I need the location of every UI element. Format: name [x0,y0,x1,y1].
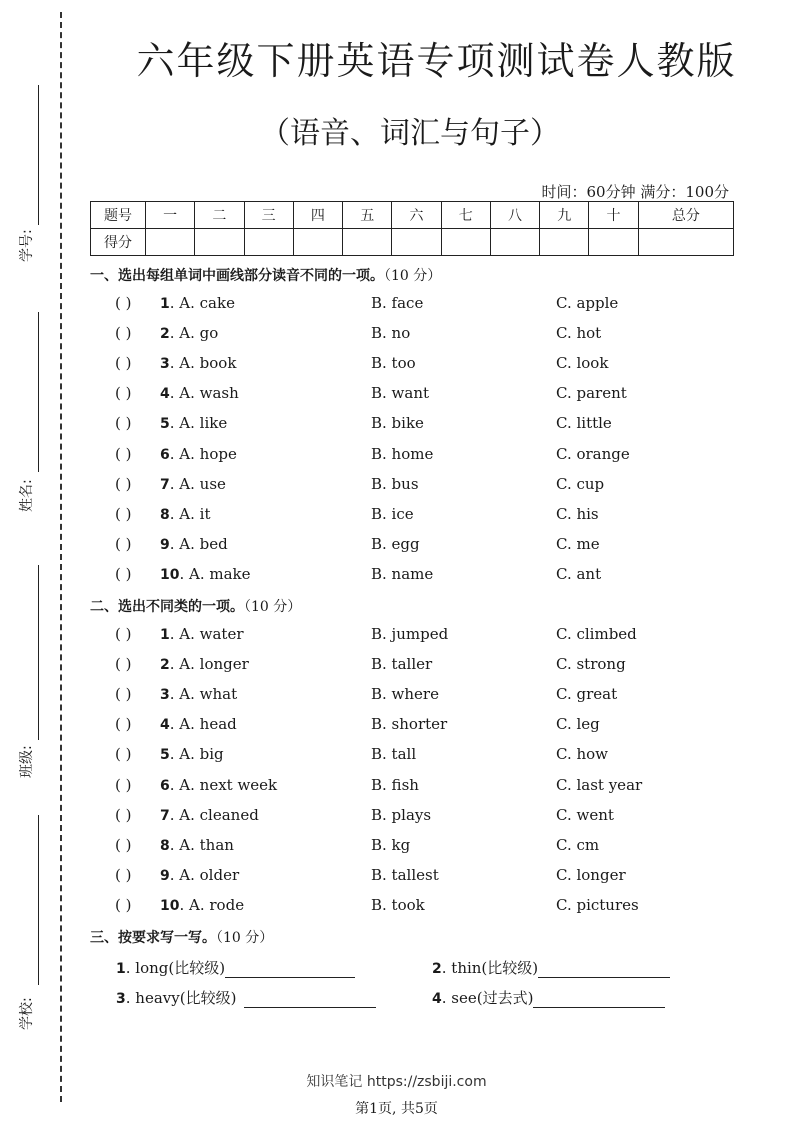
option-c: C. cup [556,474,605,493]
student-id-line[interactable] [38,85,39,225]
option-b: B. tallest [371,865,439,884]
option-c: C. last year [556,775,643,794]
option-a [160,384,239,402]
question-row [0,565,793,589]
option-a-text: . A. wash [169,384,239,403]
question-number: 2 [160,657,170,674]
section-3-heading [90,927,273,947]
option-c: C. pictures [556,895,639,914]
score-table-header-cell: 九 [540,202,589,229]
option-c: C. little [556,414,612,433]
footer-watermark: 知识笔记 https://zsbiji.com [306,1074,487,1090]
question-number: 6 [160,777,170,794]
option-b: B. shorter [371,715,448,734]
question-number: 2 [160,326,170,343]
score-table-header-row [91,202,734,229]
score-cell[interactable] [540,229,589,256]
question-number: 1 [160,296,170,312]
score-cell[interactable] [638,229,733,256]
answer-paren[interactable]: ( ) [115,835,132,854]
option-c: C. look [556,354,609,373]
fill-item-text: . thin(比较级) [441,959,539,977]
option-a-text: . A. cleaned [169,805,259,824]
option-a [160,715,237,733]
question-row [0,384,793,408]
question-number: 4 [160,386,170,403]
page-subtitle: （语音、词汇与句子） [260,116,560,151]
section-1-title: 一、选出每组单词中画线部分读音不同的一项。 [90,268,384,284]
class-label: 班级: [19,745,35,778]
option-a-text: . A. it [169,504,211,523]
question-row [0,625,793,649]
answer-paren[interactable]: ( ) [115,745,132,764]
question-row [0,866,793,890]
option-a [160,475,226,493]
question-number: 6 [160,446,170,463]
score-row-label: 得分 [91,229,146,256]
question-row [0,535,793,559]
option-a-text: . A. use [169,474,226,493]
option-b: B. egg [371,534,420,553]
section-2-title: 二、选出不同类的一项。 [90,599,244,615]
score-cell[interactable] [244,229,293,256]
option-a [160,836,234,854]
class-line[interactable] [38,565,39,740]
answer-paren[interactable]: ( ) [115,775,132,794]
option-a [160,745,224,763]
answer-paren[interactable]: ( ) [115,384,132,403]
option-a-text: . A. older [169,865,240,884]
option-b: B. taller [371,655,433,674]
binding-margin [0,0,70,1122]
section-3-points: （10 分） [216,930,274,946]
fill-item-number: 4 [432,991,442,1007]
option-a [160,655,249,673]
option-c: C. longer [556,865,626,884]
option-b: B. name [371,564,434,583]
option-c: C. his [556,504,599,523]
option-c: C. hot [556,324,602,343]
answer-paren[interactable]: ( ) [115,564,132,583]
option-a [160,625,244,643]
question-number: 10 [160,897,180,914]
question-number: 5 [160,416,170,433]
option-a [160,414,227,432]
school-label: 学校: [19,997,35,1030]
score-table-header-cell: 十 [589,202,638,229]
question-row [0,896,793,920]
option-c: C. me [556,534,600,553]
score-table-header-cell: 三 [244,202,293,229]
option-b: B. face [371,294,424,312]
score-table-header-cell: 总分 [638,202,733,229]
question-number: 8 [160,837,170,854]
fill-item-text: . long(比较级) [125,959,226,977]
exam-meta: 时间：60分钟 满分：100分 [541,183,729,201]
fill-item-number: 2 [432,961,442,977]
question-row [0,414,793,438]
option-a [160,535,228,553]
question-row [0,806,793,830]
question-row [0,715,793,739]
option-a-text: . A. make [179,564,251,583]
fill-item [432,987,665,1008]
score-table-header-cell: 七 [441,202,490,229]
option-c: C. went [556,805,614,824]
answer-paren[interactable]: ( ) [115,534,132,553]
score-table-score-row [91,229,734,256]
score-table-header-cell: 八 [490,202,539,229]
answer-paren[interactable]: ( ) [115,685,132,704]
question-number: 3 [160,356,170,373]
question-row [0,505,793,529]
answer-paren[interactable]: ( ) [115,444,132,463]
option-b: B. where [371,685,439,704]
question-row [0,475,793,499]
question-number: 9 [160,867,170,884]
option-b: B. bus [371,474,419,493]
section-3-title: 三、按要求写一写。 [90,930,216,946]
score-cell[interactable] [146,229,195,256]
option-b: B. no [371,324,411,343]
score-table-header-cell: 四 [293,202,342,229]
question-row [0,445,793,469]
question-number: 4 [160,717,170,734]
score-cell[interactable] [441,229,490,256]
section-2-heading [90,596,301,616]
option-c: C. parent [556,384,627,403]
option-b: B. jumped [371,625,449,643]
option-a [160,866,239,884]
answer-paren[interactable]: ( ) [115,655,132,674]
option-c: C. cm [556,835,600,854]
option-a-text: . A. next week [169,775,278,794]
fill-item-text: . heavy(比较级) [125,989,237,1007]
score-cell[interactable] [392,229,441,256]
option-a-text: . A. cake [169,294,235,312]
score-cell[interactable] [490,229,539,256]
option-b: B. want [371,384,430,403]
question-number: 7 [160,807,170,824]
question-row [0,745,793,769]
fill-item [116,987,376,1008]
answer-blank[interactable] [225,961,355,978]
answer-paren[interactable]: ( ) [115,715,132,734]
answer-paren[interactable]: ( ) [115,895,132,914]
option-a [160,685,237,703]
option-a-text: . A. like [169,414,228,433]
answer-paren[interactable]: ( ) [115,865,132,884]
option-a-text: . A. hope [169,444,237,463]
answer-paren[interactable]: ( ) [115,474,132,493]
score-table-header-cell: 题号 [91,202,146,229]
option-b: B. tall [371,745,417,764]
question-number: 5 [160,747,170,764]
option-a [160,505,210,523]
option-c: C. leg [556,715,600,734]
fill-item-number: 3 [116,991,126,1007]
option-a [160,445,237,463]
option-c: C. ant [556,564,602,583]
question-number: 7 [160,476,170,493]
score-table-header-cell: 二 [195,202,244,229]
student-id-label: 学号: [19,229,35,262]
question-number: 8 [160,506,170,523]
score-table-header-cell: 五 [343,202,392,229]
option-c: C. how [556,745,609,764]
answer-paren[interactable]: ( ) [115,414,132,433]
option-b: B. took [371,895,425,914]
score-table-header-cell: 六 [392,202,441,229]
option-a-text: . A. what [169,685,238,704]
answer-blank[interactable] [244,991,376,1008]
question-row [0,655,793,679]
answer-blank[interactable] [538,961,670,978]
option-c: C. strong [556,655,626,674]
option-a-text: . A. book [169,354,237,373]
question-row [0,836,793,860]
score-cell[interactable] [293,229,342,256]
question-row [0,354,793,378]
question-row [0,685,793,709]
option-b: B. fish [371,775,419,794]
option-a [160,565,251,583]
question-number: 3 [160,687,170,704]
answer-paren[interactable]: ( ) [115,805,132,824]
option-a-text: . A. head [169,715,237,734]
fill-item [116,957,355,978]
section-2-points: （10 分） [244,599,302,615]
option-a [160,806,259,824]
answer-paren[interactable]: ( ) [115,324,132,343]
answer-paren[interactable]: ( ) [115,354,132,373]
option-a [160,776,277,794]
question-number: 1 [160,627,170,643]
option-c: C. apple [556,294,619,312]
page-title: 六年级下册英语专项测试卷人教版 [136,39,737,83]
score-cell[interactable] [343,229,392,256]
question-row [0,324,793,348]
option-a [160,294,235,312]
fill-item [432,957,670,978]
answer-paren[interactable]: ( ) [115,504,132,523]
option-a-text: . A. bed [169,534,228,553]
option-c: C. climbed [556,625,637,643]
page-number: 第1页, 共5页 [355,1101,438,1117]
fill-item-text: . see(过去式) [441,989,534,1007]
question-row [0,776,793,800]
question-number: 10 [160,566,180,583]
section-1-points: （10 分） [384,268,442,284]
option-b: B. ice [371,504,414,523]
score-cell[interactable] [589,229,638,256]
option-a-text: . A. than [169,835,234,854]
score-cell[interactable] [195,229,244,256]
fill-item-number: 1 [116,961,126,977]
score-table-header-cell: 一 [146,202,195,229]
section-1-heading [90,265,441,285]
option-a-text: . A. big [169,745,224,764]
question-row [0,294,793,318]
option-a-text: . A. go [169,324,219,343]
option-c: C. orange [556,444,630,463]
answer-blank[interactable] [533,991,665,1008]
option-c: C. great [556,685,618,704]
option-b: B. too [371,354,416,373]
option-a [160,896,244,914]
score-table [90,201,734,256]
name-label: 姓名: [19,479,35,512]
option-b: B. bike [371,414,424,433]
option-a [160,354,236,372]
option-b: B. kg [371,835,411,854]
option-a-text: . A. water [169,625,244,643]
answer-paren[interactable]: ( ) [115,294,132,312]
question-number: 9 [160,536,170,553]
option-b: B. plays [371,805,432,824]
option-a [160,324,218,342]
option-b: B. home [371,444,434,463]
answer-paren[interactable]: ( ) [115,625,132,643]
option-a-text: . A. longer [169,655,249,674]
option-a-text: . A. rode [179,895,245,914]
